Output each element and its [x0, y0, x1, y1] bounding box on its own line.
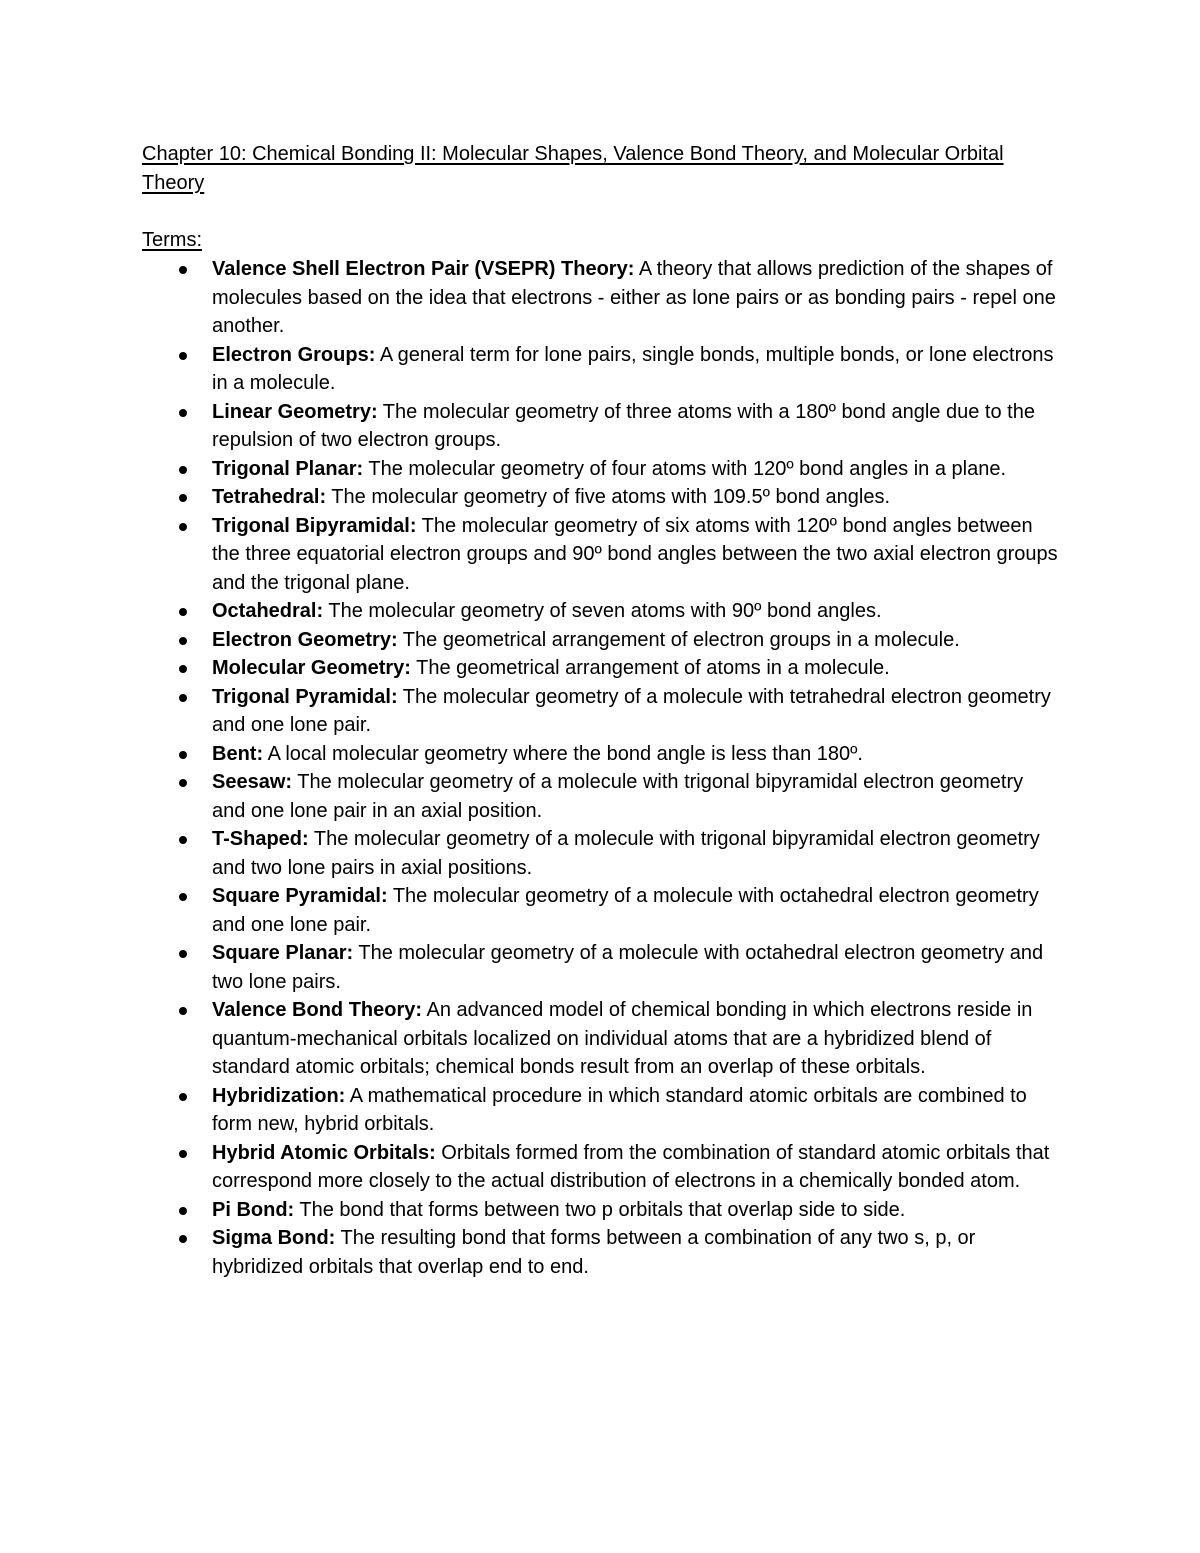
bullet-icon: [179, 608, 187, 616]
term-name: Valence Shell Electron Pair (VSEPR) Theory:: [212, 258, 635, 280]
term-name: Square Pyramidal:: [212, 885, 388, 907]
term-definition: The molecular geometry of a molecule with octahedral electron geometry and two lone pairs.: [212, 942, 1044, 993]
bullet-icon: [179, 637, 187, 645]
term-definition: The molecular geometry of a molecule with octahedral electron geometry and one lone pair.: [212, 885, 1039, 936]
list-item: [142, 512, 1062, 598]
bullet-icon: [179, 466, 187, 474]
term-name: Sigma Bond:: [212, 1227, 336, 1249]
list-item: [142, 740, 1062, 769]
list-item: [142, 996, 1062, 1082]
terms-list: [142, 255, 1062, 1281]
bullet-icon: [179, 751, 187, 759]
term-definition: The molecular geometry of seven atoms with 90º bond angles.: [323, 600, 882, 622]
term-name: Trigonal Bipyramidal:: [212, 514, 417, 537]
bullet-icon: [179, 694, 187, 702]
term-definition: The molecular geometry of six atoms with 120º bond angles between the three equatorial electron groups and 90º bond angles between the two axial electron groups and the trigonal plane.: [212, 514, 1058, 594]
term-name: Molecular Geometry:: [212, 657, 411, 679]
term-definition: The molecular geometry of five atoms with 109.5º bond angles.: [326, 486, 891, 508]
bullet-icon: [179, 836, 187, 844]
bullet-icon: [179, 1150, 187, 1158]
term-name: Hybridization:: [212, 1084, 346, 1107]
bullet-icon: [179, 1007, 187, 1015]
bullet-icon: [179, 1093, 187, 1101]
list-item: [142, 455, 1062, 484]
term-name: Seesaw:: [212, 771, 293, 793]
term-definition: The bond that forms between two p orbitals that overlap side to side.: [294, 1198, 906, 1221]
term-definition: An advanced model of chemical bonding in which electrons reside in quantum-mechanical orbitals localized on individual atoms that are a hybridized blend of standard atomic orbitals; chemical bonds result from an overlap of these orbitals.: [212, 999, 1033, 1078]
list-item: [142, 1082, 1062, 1139]
list-item: [142, 768, 1062, 825]
term-definition: A local molecular geometry where the bond angle is less than 180º.: [263, 742, 863, 765]
bullet-icon: [179, 494, 187, 502]
term-definition: A general term for lone pairs, single bonds, multiple bonds, or lone electrons in a molecule.: [212, 343, 1054, 394]
list-item: [142, 939, 1062, 996]
term-definition: The molecular geometry of a molecule with trigonal bipyramidal electron geometry and one lone pair in an axial position.: [212, 771, 1024, 822]
bullet-icon: [179, 779, 187, 787]
term-definition: The molecular geometry of three atoms with a 180º bond angle due to the repulsion of two electron groups.: [212, 400, 1035, 451]
list-item: [142, 255, 1062, 341]
term-name: Trigonal Pyramidal:: [212, 685, 398, 708]
term-definition: A mathematical procedure in which standard atomic orbitals are combined to form new, hybrid orbitals.: [212, 1084, 1027, 1135]
term-name: Valence Bond Theory:: [212, 999, 423, 1021]
term-definition: The molecular geometry of a molecule with trigonal bipyramidal electron geometry and two lone pairs in axial positions.: [212, 828, 1040, 879]
bullet-icon: [179, 893, 187, 901]
bullet-icon: [179, 1207, 187, 1215]
term-name: Hybrid Atomic Orbitals:: [212, 1141, 436, 1164]
document-page: [142, 140, 1062, 1281]
bullet-icon: [179, 409, 187, 417]
term-name: Electron Geometry:: [212, 628, 398, 651]
term-name: Octahedral:: [212, 600, 324, 622]
term-name: Trigonal Planar:: [212, 457, 364, 480]
term-name: Square Planar:: [212, 942, 354, 964]
list-item: [142, 483, 1062, 512]
bullet-icon: [179, 950, 187, 958]
terms-heading: Terms:: [142, 229, 202, 251]
term-name: T-Shaped:: [212, 828, 309, 850]
bullet-icon: [179, 352, 187, 360]
term-name: Pi Bond:: [212, 1198, 295, 1221]
bullet-icon: [179, 523, 187, 531]
list-item: [142, 398, 1062, 455]
term-definition: The geometrical arrangement of electron groups in a molecule.: [397, 628, 960, 651]
term-name: Electron Groups:: [212, 343, 376, 366]
list-item: [142, 683, 1062, 740]
document-title: Chapter 10: Chemical Bonding II: Molecular Shapes, Valence Bond Theory, and Molecular Orbital Theory: [142, 143, 1004, 194]
list-item: [142, 341, 1062, 398]
term-definition: The molecular geometry of a molecule with tetrahedral electron geometry and one lone pair.: [212, 685, 1051, 736]
term-definition: Orbitals formed from the combination of standard atomic orbitals that correspond more closely to the actual distribution of electrons in a chemically bonded atom.: [212, 1141, 1050, 1192]
bullet-icon: [179, 266, 187, 274]
list-item: [142, 597, 1062, 626]
term-name: Tetrahedral:: [212, 486, 327, 508]
list-item: [142, 825, 1062, 882]
list-item: [142, 1139, 1062, 1196]
term-name: Bent:: [212, 742, 264, 765]
term-definition: The geometrical arrangement of atoms in a molecule.: [410, 657, 890, 679]
list-item: [142, 1224, 1062, 1281]
bullet-icon: [179, 1235, 187, 1243]
term-definition: The resulting bond that forms between a combination of any two s, p, or hybridized orbitals that overlap end to end.: [212, 1227, 976, 1278]
list-item: [142, 882, 1062, 939]
term-definition: A theory that allows prediction of the shapes of molecules based on the idea that electrons - either as lone pairs or as bonding pairs - repel one another.: [212, 258, 1056, 337]
term-definition: The molecular geometry of four atoms with 120º bond angles in a plane.: [363, 457, 1007, 480]
term-name: Linear Geometry:: [212, 400, 378, 423]
list-item: [142, 654, 1062, 683]
list-item: [142, 626, 1062, 655]
list-item: [142, 1196, 1062, 1225]
bullet-icon: [179, 665, 187, 673]
